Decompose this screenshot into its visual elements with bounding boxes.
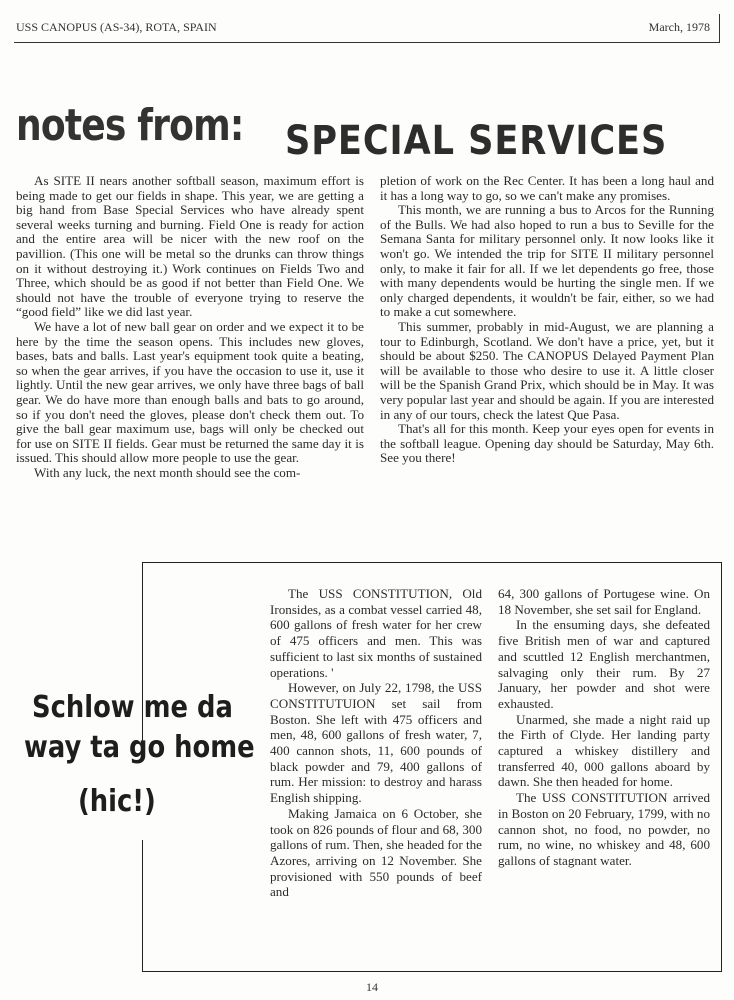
notes-from-heading: notes from: [16, 100, 244, 151]
article-left-column [16, 174, 364, 480]
box-paragraph: The USS CONSTITUTION arrived in Boston on 20 February, 1799, with no cannon shot, no food, no powder, no rum, no wine, no whiskey and 48, 600 gallons of stagnant water. [498, 790, 710, 868]
article-paragraph: With any luck, the next month should see the com- [34, 464, 301, 480]
box-column-a [270, 586, 482, 900]
page-number: 14 [366, 980, 378, 994]
article-paragraph: This summer, probably in mid-August, we are planning a tour to Edinburgh, Scotland. We don't have a price, yet, but it should be about $250. The CANOPUS Delayed Payment Plan will be available to those who desire to use it. A little closer will be the Spanish Grand Prix, which should be in May. It was very popular last year and should be again. If you are interested in any of our tours, check the latest Que Pasa. [380, 318, 714, 422]
box-paragraph: The USS CONSTITUTION, Old Ironsides, as a combat vessel carried 48, 600 gallons of fresh water for her crew of 475 officers and men. This was sufficient to last six months of sustained operations. ' [270, 586, 482, 680]
header-rule-end [719, 14, 721, 42]
box-headline-line-2: way ta go home [24, 730, 255, 765]
article-paragraph: pletion of work on the Rec Center. It has been a long haul and it has a long way to go, so we can't make any promises. [380, 173, 714, 203]
article-paragraph: That's all for this month. Keep your eyes open for events in the softball league. Opening day should be Saturday, May 6th. See you there! [380, 421, 714, 466]
box-paragraph: Unarmed, she made a night raid up the Firth of Clyde. Her landing party captured a whiskey distillery and transferred 40, 000 gallons aboard by dawn. She then headed for home. [498, 711, 710, 790]
article-paragraph: This month, we are running a bus to Arcos for the Running of the Bulls. We had also hoped to run a bus to Seville for the Semana Santa for military personnel only. It now looks like it won't go. We intended the trip for SITE II military personnel only, to make it fair for all. If we let dependents go free, those with many dependents would be hurting the single men. If we only charged dependents, it wouldn't be fair, either, so we had to make a cut somewhere. [380, 202, 714, 320]
article-paragraph: We have a lot of new ball gear on order and we expect it to be here by the time the season opens. This includes new gloves, bases, bats and balls. Last year's equipment took quite a beating, so when the gear arrives, if you have the occasion to use it, use it lightly. Until the new gear arrives, we only have three bags of ball gear. We do have more than enough balls and bats to go around, so if you don't need the gloves, please don't check them out. To give the ball gear maximum use, bags will only be checked out for use on SITE II fields. Gear must be returned the same day it is issued. This should allow more people to use the gear. [16, 318, 364, 466]
box-headline-line-1: Schlow me da [32, 690, 233, 725]
article-paragraph: As SITE II nears another softball season, maximum effort is being made to get our fields in shape. This year, we are getting a big hand from Base Special Services who have already spent several weeks turning and burning. Field One is ready for action and the entire area will be nicer with the new roof on the pavillion. (This one will be metal so the drunks can throw things on it without destroying it.) Work continues on Fields Two and Three, which should be as good if not better than Field One. We should not have the trouble of everyone trying to reserve the “good field” like we did last year. [16, 173, 364, 320]
issue-date: March, 1978 [648, 20, 710, 34]
special-services-heading: SPECIAL SERVICES [285, 118, 668, 164]
page-header [14, 14, 720, 43]
box-paragraph: However, on July 22, 1798, the USS CONSTITUTUION set sail from Boston. She left with 475 officers and men, 48, 600 gallons of fresh water, 7, 400 cannon shots, 11, 600 pounds of black powder and 79, 400 gallons of rum. Her mission: to destroy and harass English shipping. [270, 680, 482, 806]
box-paragraph: Making Jamaica on 6 October, she took on 826 pounds of flour and 68, 300 gallons of rum. Then, she headed for the Azores, arriving on 12 November. She provisioned with 550 pounds of beef and [270, 805, 482, 900]
article-right-column [380, 174, 714, 466]
box-column-b [498, 586, 710, 869]
publication-name: USS CANOPUS (AS-34), ROTA, SPAIN [16, 20, 217, 34]
box-paragraph: In the ensuming days, she defeated five British men of war and captured and scuttled 12 English merchantmen, salvaging only their rum. By 27 January, her powder and shot were exhausted. [498, 617, 710, 711]
box-paragraph: 64, 300 gallons of Portugese wine. On 18 November, she set sail for England. [498, 586, 710, 617]
box-headline-line-3: (hic!) [78, 784, 156, 819]
